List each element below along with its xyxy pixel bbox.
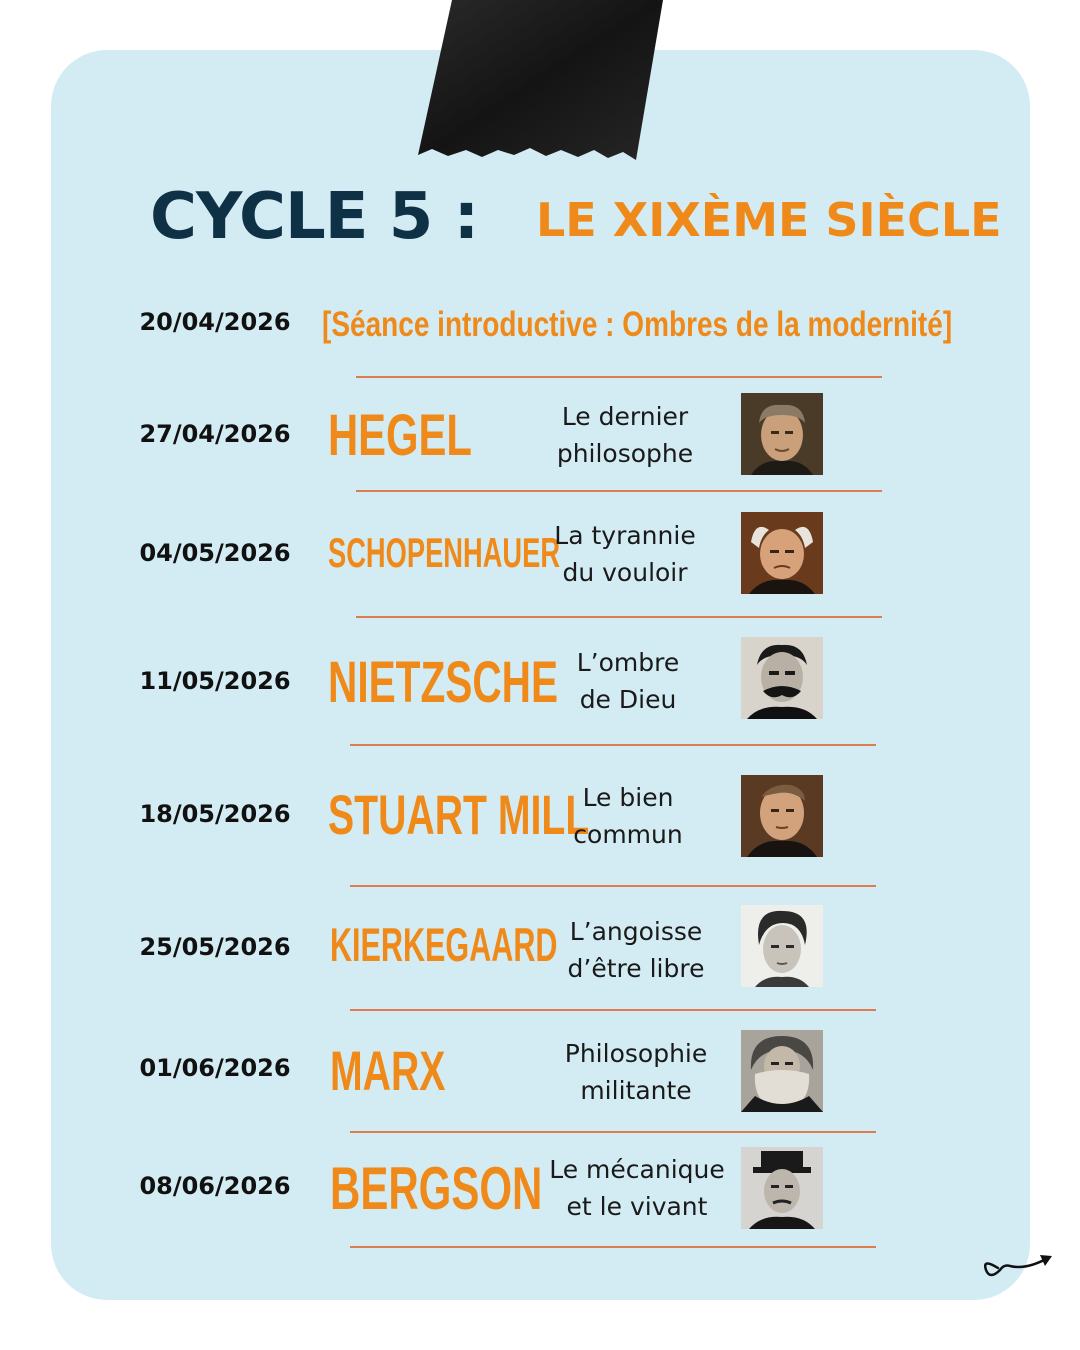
kierkegaard-portrait	[741, 905, 823, 987]
session-topic	[528, 644, 728, 718]
topic-line: de Dieu	[579, 685, 677, 714]
session-topic	[525, 517, 725, 591]
philosopher-name: NIETZSCHE	[328, 650, 559, 715]
hegel-portrait	[741, 393, 823, 475]
session-date: 01/06/2026	[139, 1054, 291, 1082]
topic-line: L’ombre	[576, 648, 680, 677]
topic-line: Philosophie	[564, 1039, 708, 1068]
session-topic	[525, 398, 725, 472]
session-topic	[536, 913, 736, 987]
session-topic	[528, 779, 728, 853]
bergson-portrait	[741, 1147, 823, 1229]
topic-line: La tyrannie	[554, 521, 696, 550]
philosopher-name: MARX	[330, 1039, 446, 1102]
topic-line: et le vivant	[566, 1192, 708, 1221]
divider	[350, 1246, 876, 1248]
schopenhauer-portrait	[741, 512, 823, 594]
session-date: 25/05/2026	[139, 933, 291, 961]
divider	[356, 490, 882, 492]
nietzsche-portrait	[741, 637, 823, 719]
philosopher-name: BERGSON	[330, 1155, 543, 1222]
title-row	[0, 172, 1080, 262]
divider	[356, 376, 882, 378]
philosopher-name: KIERKEGAARD	[330, 918, 558, 971]
session-topic	[537, 1151, 737, 1225]
tape-strip	[418, 0, 663, 165]
intro-label: [Séance introductive : Ombres de la modernité]	[322, 305, 953, 344]
divider	[350, 1009, 876, 1011]
topic-line: philosophe	[556, 439, 694, 468]
session-date: 11/05/2026	[139, 667, 291, 695]
philosopher-name: HEGEL	[328, 403, 472, 468]
cycle-title: CYCLE 5 :	[150, 180, 479, 254]
topic-line: L’angoisse	[569, 917, 703, 946]
marx-portrait	[741, 1030, 823, 1112]
session-topic	[536, 1035, 736, 1109]
curly-arrow-right-icon[interactable]	[978, 1246, 1058, 1286]
session-date: 18/05/2026	[139, 800, 291, 828]
divider	[356, 616, 882, 618]
topic-line: Le mécanique	[549, 1155, 725, 1184]
divider	[350, 744, 876, 746]
topic-line: d’être libre	[567, 954, 705, 983]
topic-line: militante	[580, 1076, 692, 1105]
session-date: 04/05/2026	[139, 539, 291, 567]
philosopher-name: SCHOPENHAUER	[328, 529, 561, 576]
topic-line: du vouloir	[562, 558, 688, 587]
intro-date: 20/04/2026	[139, 308, 291, 336]
divider	[350, 885, 876, 887]
philosopher-name: STUART MILL	[328, 783, 590, 846]
topic-line: Le bien	[582, 783, 674, 812]
stuart-mill-portrait	[741, 775, 823, 857]
topic-line: commun	[573, 820, 683, 849]
divider	[350, 1131, 876, 1133]
session-date: 08/06/2026	[139, 1172, 291, 1200]
session-date: 27/04/2026	[139, 420, 291, 448]
topic-line: Le dernier	[561, 402, 689, 431]
cycle-subtitle: LE XIXÈME SIÈCLE	[536, 193, 1002, 247]
